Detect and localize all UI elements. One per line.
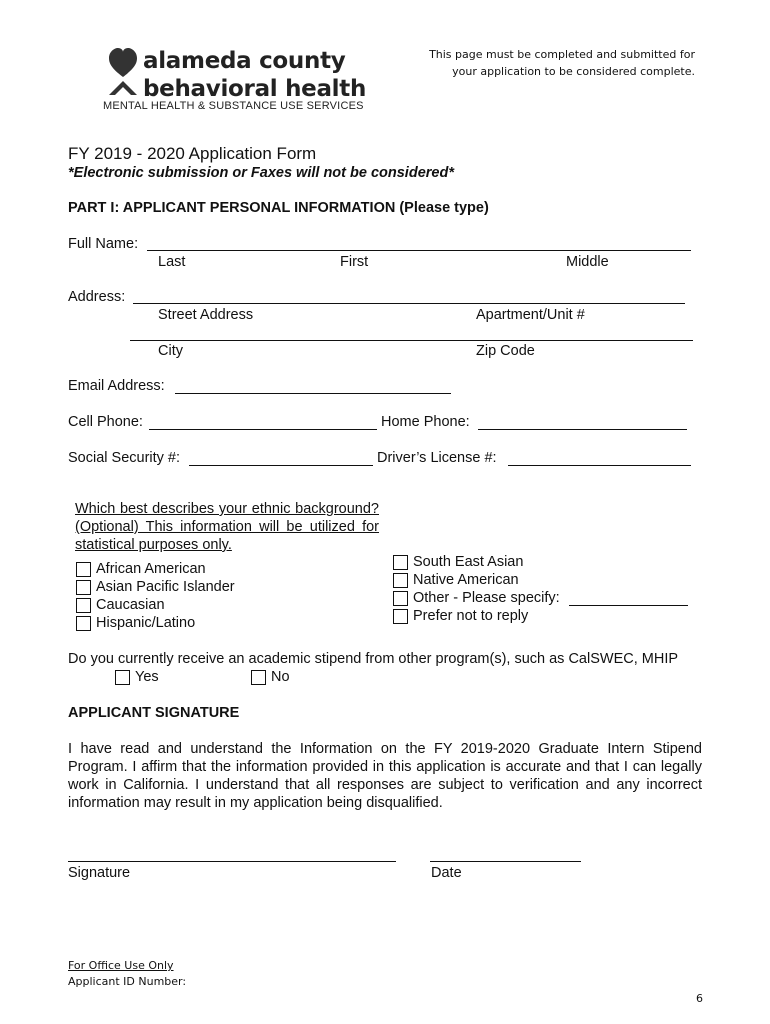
checkbox-no[interactable] [251, 670, 266, 685]
full-name-label: Full Name: [68, 236, 139, 252]
form-title: FY 2019 - 2020 Application Form [68, 144, 317, 163]
checkbox-hispanic-latino[interactable] [76, 616, 91, 631]
stipend-question: Do you currently receive an academic stipend from other program(s), such as CalSWEC, MHIP [68, 651, 679, 667]
signature-heading: APPLICANT SIGNATURE [68, 705, 240, 721]
signature-label: Signature [68, 865, 131, 881]
checkbox-asian-pacific-islander[interactable] [76, 580, 91, 595]
date-field[interactable] [430, 861, 581, 862]
heart-logo-icon [107, 47, 139, 101]
drivers-license-field[interactable] [508, 465, 691, 466]
page-number: 6 [696, 992, 703, 1005]
drivers-license-label: Driver’s License #: [377, 450, 497, 466]
apartment-sub: Apartment/Unit # [476, 307, 585, 323]
email-label: Email Address: [68, 378, 165, 394]
option-caucasian: Caucasian [96, 597, 165, 613]
applicant-id-label: Applicant ID Number: [68, 975, 187, 988]
home-phone-field[interactable] [478, 429, 687, 430]
full-name-sub-last: Last [158, 254, 186, 270]
checkbox-south-east-asian[interactable] [393, 555, 408, 570]
option-asian-pacific-islander: Asian Pacific Islander [96, 579, 235, 595]
ethnicity-question: Which best describes your ethnic background? (Optional) This information will be utilized for statistical purposes only. [75, 501, 379, 553]
city-zip-field[interactable] [130, 340, 693, 341]
checkbox-caucasian[interactable] [76, 598, 91, 613]
home-phone-label: Home Phone: [381, 414, 470, 430]
office-use-heading: For Office Use Only [68, 959, 174, 972]
street-address-field[interactable] [133, 303, 685, 304]
option-hispanic-latino: Hispanic/Latino [96, 615, 196, 631]
email-field[interactable] [175, 393, 451, 394]
no-label: No [271, 669, 290, 685]
form-subtitle: *Electronic submission or Faxes will not be considered* [68, 165, 454, 181]
checkbox-native-american[interactable] [393, 573, 408, 588]
logo-line-2: behavioral health [143, 76, 367, 102]
part-heading: PART I: APPLICANT PERSONAL INFORMATION (Please type) [68, 200, 489, 216]
address-label: Address: [68, 289, 126, 305]
zip-sub: Zip Code [476, 343, 535, 359]
full-name-sub-first: First [340, 254, 369, 270]
checkbox-yes[interactable] [115, 670, 130, 685]
option-south-east-asian: South East Asian [413, 554, 524, 570]
logo-line-1: alameda county [143, 48, 346, 74]
full-name-sub-middle: Middle [566, 254, 609, 270]
option-native-american: Native American [413, 572, 519, 588]
completion-notice: This page must be completed and submitted for your application to be considered complete. [429, 48, 695, 78]
option-african-american: African American [96, 561, 206, 577]
ssn-label: Social Security #: [68, 450, 181, 466]
yes-label: Yes [135, 669, 159, 685]
checkbox-other[interactable] [393, 591, 408, 606]
option-prefer-not-to-reply: Prefer not to reply [413, 608, 529, 624]
affirmation-statement: I have read and understand the Information on the FY 2019-2020 Graduate Intern Stipend Program. I affirm that the information provided in this application is accurate and that I can legally work in California. I understand that all responses are subject to verification and any incorrect information may result in my application being disqualified. [68, 741, 702, 811]
option-other: Other - Please specify: [413, 590, 560, 606]
other-specify-field[interactable] [569, 605, 688, 606]
date-label: Date [431, 865, 462, 881]
signature-field[interactable] [68, 861, 396, 862]
cell-phone-field[interactable] [149, 429, 377, 430]
full-name-field[interactable] [147, 250, 691, 251]
checkbox-prefer-not-to-reply[interactable] [393, 609, 408, 624]
checkbox-african-american[interactable] [76, 562, 91, 577]
ssn-field[interactable] [189, 465, 373, 466]
cell-phone-label: Cell Phone: [68, 414, 143, 430]
city-sub: City [158, 343, 183, 359]
logo-subtitle: MENTAL HEALTH & SUBSTANCE USE SERVICES [103, 100, 364, 112]
street-address-sub: Street Address [158, 307, 254, 323]
